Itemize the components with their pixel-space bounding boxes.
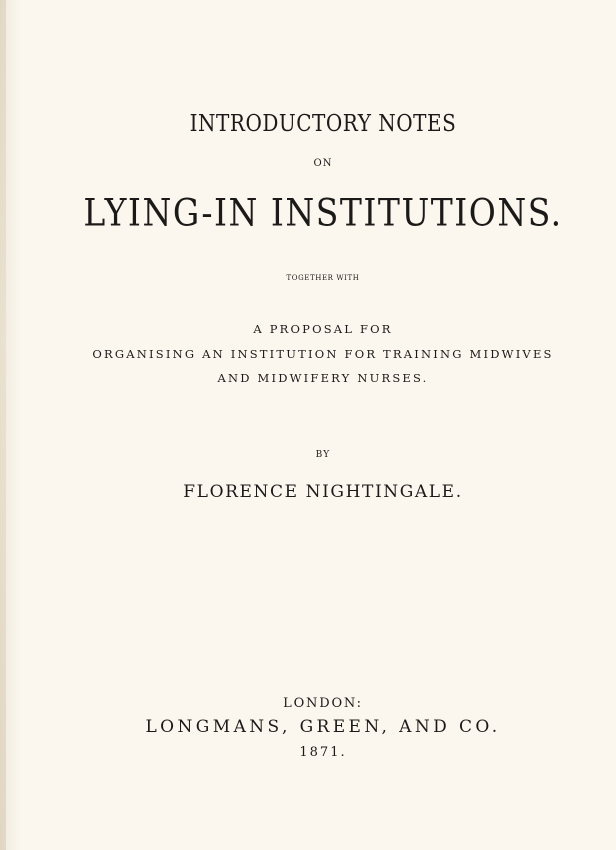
author-name: FLORENCE NIGHTINGALE. xyxy=(183,482,463,502)
main-title: LYING-IN INSTITUTIONS. xyxy=(83,190,563,235)
publication-place: LONDON: xyxy=(283,696,363,711)
proposal-line: AND MIDWIFERY NURSES. xyxy=(217,371,429,385)
proposal-line: A PROPOSAL FOR xyxy=(253,322,393,336)
publisher-name: LONGMANS, GREEN, AND CO. xyxy=(145,717,501,737)
heading-introductory-notes: INTRODUCTORY NOTES xyxy=(189,109,457,137)
together-with-label: TOGETHER WITH xyxy=(286,274,360,282)
by-label: BY xyxy=(315,450,331,460)
proposal-line: ORGANISING AN INSTITUTION FOR TRAINING MIDWIVES xyxy=(92,347,554,361)
page-edge xyxy=(0,0,6,850)
connector-on: ON xyxy=(313,158,333,169)
publication-year: 1871. xyxy=(299,745,347,760)
